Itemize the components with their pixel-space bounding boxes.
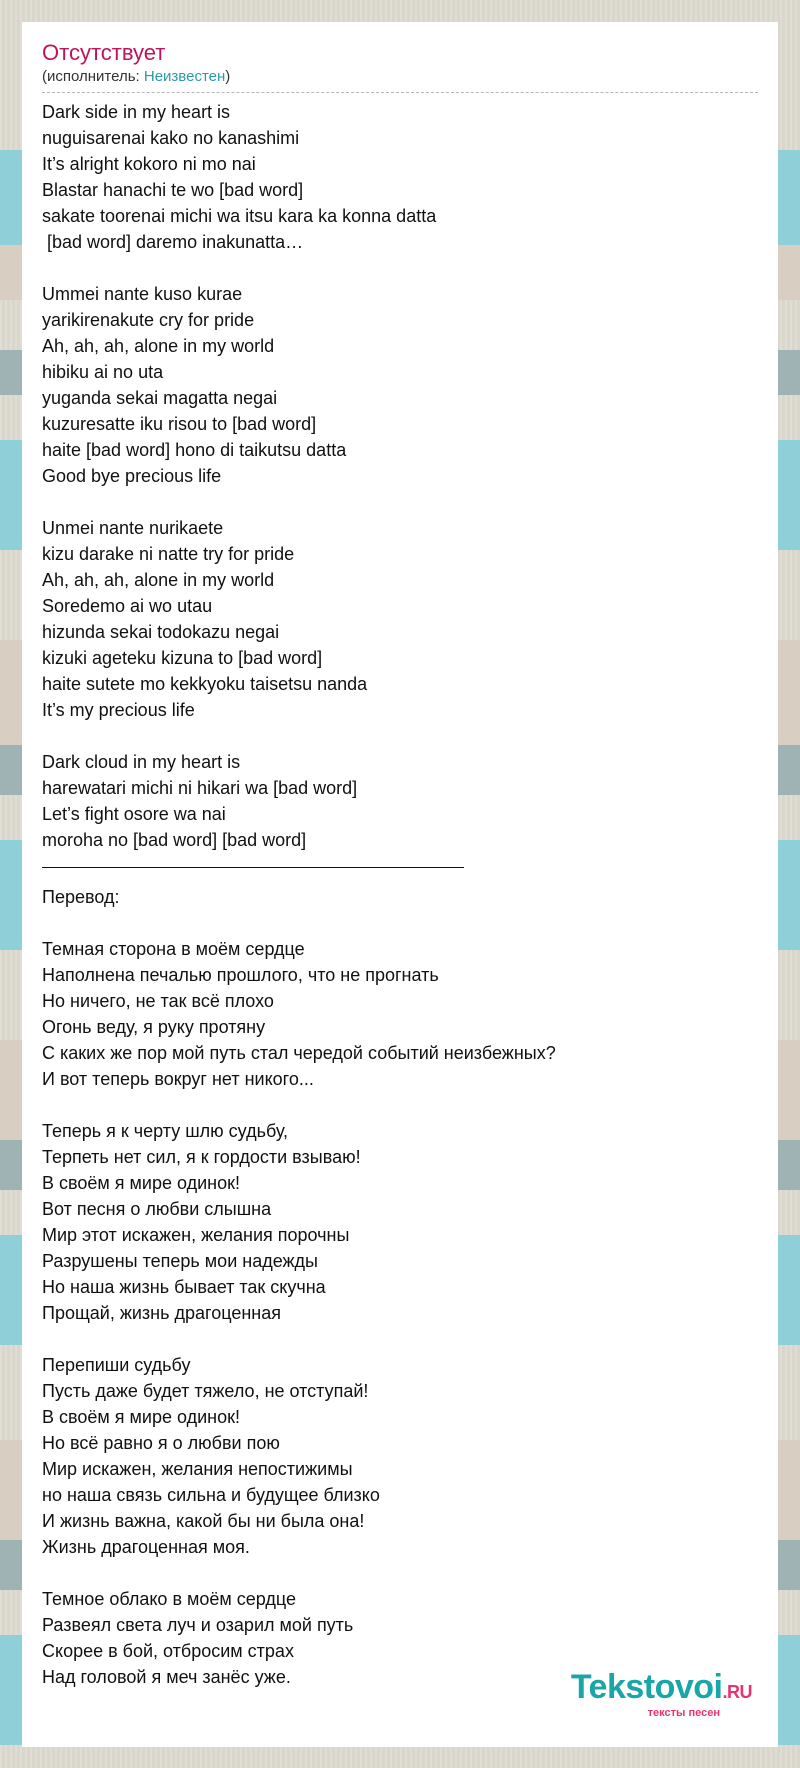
lyric-line: Терпеть нет сил, я к гордости взываю! xyxy=(42,1147,361,1167)
lyric-line: Dark cloud in my heart is xyxy=(42,752,241,772)
lyric-line: Let’s fight osore wa nai xyxy=(42,804,226,824)
lyric-line: Мир искажен, желания непостижимы xyxy=(42,1459,353,1479)
lyric-line: Вот песня о любви слышна xyxy=(42,1199,272,1219)
lyric-line: Пусть даже будет тяжело, не отступай! xyxy=(42,1381,369,1401)
lyric-line: Над головой я меч занёс уже. xyxy=(42,1667,291,1687)
lyric-line: It’s my precious life xyxy=(42,700,195,720)
lyric-line: hizunda sekai todokazu negai xyxy=(42,622,280,642)
lyrics-separator xyxy=(42,867,464,868)
lyric-line: Прощай, жизнь драгоценная xyxy=(42,1303,281,1323)
artist-line xyxy=(42,67,758,87)
stanza-gap xyxy=(42,489,758,515)
lyric-line: Разрушены теперь мои надежды xyxy=(42,1251,318,1271)
lyric-line: И вот теперь вокруг нет никого... xyxy=(42,1069,314,1089)
lyric-line: Теперь я к черту шлю судьбу, xyxy=(42,1121,289,1141)
lyric-line: Ah, ah, ah, alone in my world xyxy=(42,570,275,590)
lyric-line: Темное облако в моём сердце xyxy=(42,1589,297,1609)
lyric-line: И жизнь важна, какой бы ни была она! xyxy=(42,1511,365,1531)
stanza-gap xyxy=(42,723,758,749)
lyric-line: Dark side in my heart is xyxy=(42,102,231,122)
logo-tld: .RU xyxy=(722,1682,752,1702)
translated-lyrics xyxy=(42,936,758,1690)
lyric-line: Но ничего, не так всё плохо xyxy=(42,991,274,1011)
site-logo[interactable] xyxy=(571,1670,752,1719)
lyric-line: Blastar hanachi te wo [bad word] xyxy=(42,180,304,200)
lyric-line: В своём я мире одинок! xyxy=(42,1407,240,1427)
lyric-line: Ummei nante kuso kurae xyxy=(42,284,243,304)
logo-tagline: тексты песен xyxy=(647,1707,720,1719)
lyrics-card xyxy=(22,22,778,1747)
lyric-line: kizuki ageteku kizuna to [bad word] xyxy=(42,648,323,668)
lyric-line: Перепиши судьбу xyxy=(42,1355,191,1375)
lyric-line: moroha no [bad word] [bad word] xyxy=(42,830,307,850)
stanza-gap xyxy=(42,1326,758,1352)
artist-suffix: ) xyxy=(225,68,231,85)
stanza-gap xyxy=(42,910,758,936)
header-divider xyxy=(42,92,758,93)
logo-wordmark xyxy=(571,1670,752,1709)
lyrics-body xyxy=(42,99,758,1690)
lyric-line: yuganda sekai magatta negai xyxy=(42,388,278,408)
lyric-line: Огонь веду, я руку протяну xyxy=(42,1017,266,1037)
lyric-line: yarikirenakute cry for pride xyxy=(42,310,255,330)
lyric-line: Good bye precious life xyxy=(42,466,222,486)
lyric-line: Но наша жизнь бывает так скучна xyxy=(42,1277,326,1297)
lyric-line: [bad word] daremo inakunatta… xyxy=(42,232,304,252)
translation-heading: Перевод: xyxy=(42,887,120,907)
lyric-line: Ah, ah, ah, alone in my world xyxy=(42,336,275,356)
lyric-line: Темная сторона в моём сердце xyxy=(42,939,305,959)
lyric-line: haite sutete mo kekkyoku taisetsu nanda xyxy=(42,674,368,694)
lyric-line: kuzuresatte iku risou to [bad word] xyxy=(42,414,317,434)
lyric-line: It’s alright kokoro ni mo nai xyxy=(42,154,256,174)
lyric-line: Скорее в бой, отбросим страх xyxy=(42,1641,294,1661)
lyric-line: Мир этот искажен, желания порочны xyxy=(42,1225,350,1245)
logo-name: Tekstovoi xyxy=(570,1668,723,1706)
lyric-line: С каких же пор мой путь стал чередой событий неизбежных? xyxy=(42,1043,556,1063)
lyric-line: Unmei nante nurikaete xyxy=(42,518,224,538)
lyric-line: Наполнена печалью прошлого, что не прогнать xyxy=(42,965,439,985)
lyric-line: kizu darake ni natte try for pride xyxy=(42,544,295,564)
stanza-gap xyxy=(42,1560,758,1586)
lyric-line: Но всё равно я о любви пою xyxy=(42,1433,280,1453)
lyric-line: sakate toorenai michi wa itsu kara ka konna datta xyxy=(42,206,437,226)
lyric-line: Развеял света луч и озарил мой путь xyxy=(42,1615,354,1635)
lyric-line: nuguisarenai kako no kanashimi xyxy=(42,128,300,148)
lyric-line: haite [bad word] hono di taikutsu datta xyxy=(42,440,347,460)
stanza-gap xyxy=(42,255,758,281)
artist-link[interactable]: Неизвестен xyxy=(143,68,226,85)
lyric-line: Soredemo ai wo utau xyxy=(42,596,213,616)
artist-prefix: (исполнитель: xyxy=(42,68,144,85)
song-title: Отсутствует xyxy=(42,40,166,65)
lyric-line: Жизнь драгоценная моя. xyxy=(42,1537,250,1557)
lyric-line: harewatari michi ni hikari wa [bad word] xyxy=(42,778,358,798)
lyric-line: но наша связь сильна и будущее близко xyxy=(42,1485,380,1505)
lyric-line: В своём я мире одинок! xyxy=(42,1173,240,1193)
stanza-gap xyxy=(42,1092,758,1118)
original-lyrics xyxy=(42,99,758,853)
lyric-line: hibiku ai no uta xyxy=(42,362,164,382)
